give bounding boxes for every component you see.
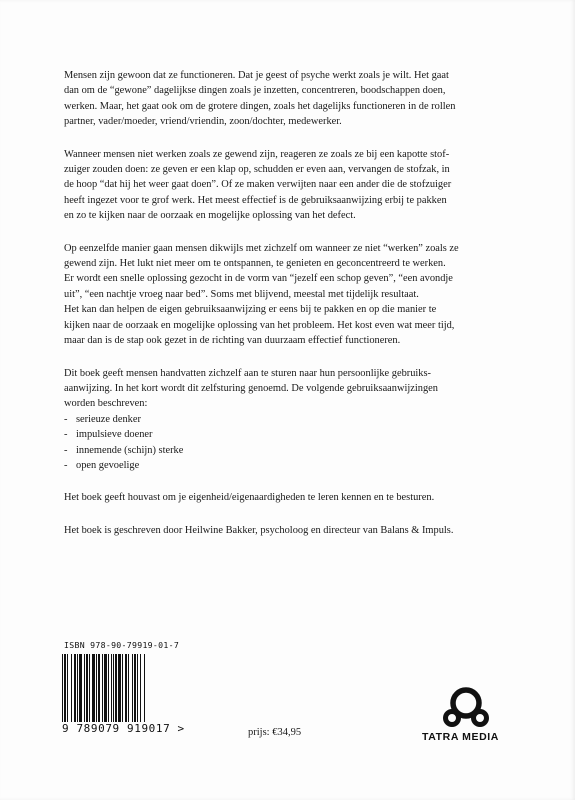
barcode-bar	[89, 654, 90, 722]
tatra-media-logo-icon	[436, 676, 496, 736]
paragraph-6	[64, 523, 511, 538]
barcode-bar	[137, 654, 138, 722]
barcode-bar	[79, 654, 82, 722]
barcode-bar	[77, 654, 78, 722]
publisher-name: TATRA MEDIA	[422, 731, 499, 743]
list-item-label: serieuze denker	[76, 413, 141, 425]
barcode-bars	[62, 654, 184, 722]
barcode-bar	[113, 654, 114, 722]
barcode-bar	[122, 654, 123, 722]
list-item-label: open gevoelige	[76, 459, 140, 471]
paragraph-3	[64, 241, 511, 349]
barcode-bar	[140, 654, 141, 722]
text-line: maar dan is de stap ook gezet in de richting van duurzaam effectief functioneren.	[64, 335, 401, 347]
list-item-label: innemende (schijn) sterke	[76, 444, 184, 456]
text-line: Het boek geeft houvast om je eigenheid/eigenaardigheden te leren kennen en te besturen.	[64, 492, 435, 504]
text-line: werken. Maar, het gaat ook om de grotere dingen, zoals het dagelijks functioneren in de rollen	[64, 100, 456, 112]
list-item-label: impulsieve doener	[76, 429, 153, 441]
barcode-bar	[108, 654, 109, 722]
barcode-bar	[115, 654, 117, 722]
barcode-bar	[104, 654, 107, 722]
text-line: de hoop “dat hij het weer gaat doen”. Of ze maken verwijten naar een ander die de stofzuiger	[64, 179, 452, 191]
text-line: worden beschreven:	[64, 398, 148, 410]
text-line: Op eenzelfde manier gaan mensen dikwijls met zichzelf om wanneer ze niet “werken” zoals ze	[64, 242, 459, 254]
isbn-label: ISBN 978-90-79919-01-7	[64, 640, 180, 650]
text-line: uit”, “een nachtje vroeg naar bed”. Soms met blijvend, meestal met tijdelijk resultaat.	[64, 288, 419, 300]
barcode-bar	[71, 654, 72, 722]
list-item: - impulsieve doener	[64, 429, 153, 441]
barcode-bar	[132, 654, 133, 722]
text-line: heeft ingezet voor te grof werk. Het meest effectief is de gebruiksaanwijzing erbij te pakken	[64, 194, 447, 206]
barcode-bar	[134, 654, 136, 722]
paragraph-1	[64, 68, 511, 130]
paragraph-2	[64, 147, 511, 224]
list-item: - open gevoelige	[64, 459, 140, 471]
price-label: prijs: €34,95	[248, 727, 302, 738]
barcode-bar	[64, 654, 66, 722]
barcode-bar	[92, 654, 95, 722]
list-item: - serieuze denker	[64, 413, 141, 425]
barcode-bar	[144, 654, 145, 722]
blurb-text	[64, 68, 511, 555]
text-line: Er wordt een snelle oplossing gezocht in de vorm van “jezelf een schop geven”, “een avondje	[64, 273, 453, 285]
text-line: Het boek is geschreven door Heilwine Bakker, psycholoog en directeur van Balans & Impuls.	[64, 524, 454, 536]
barcode-bar	[128, 654, 129, 722]
text-line: Het kan dan helpen de eigen gebruiksaanwijzing er eens bij te pakken en op die manier te	[64, 304, 437, 316]
text-line: dan om de “gewone” dagelijkse dingen zoals je inzetten, concentreren, boodschappen doen,	[64, 85, 446, 97]
barcode-bar	[67, 654, 68, 722]
text-line: en zo te kijken naar de oorzaak en mogelijke oplossing van het defect.	[64, 210, 356, 222]
text-line: kijken naar de oorzaak en mogelijke oplossing van het probleem. Het kost even wat meer tijd,	[64, 319, 455, 331]
barcode-bar	[102, 654, 103, 722]
text-line: Wanneer mensen niet werken zoals ze gewend zijn, reageren ze zoals ze bij een kapotte stof-	[64, 148, 450, 160]
isbn-barcode	[62, 640, 184, 740]
text-line: aanwijzing. In het kort wordt dit zelfsturing genoemd. De volgende gebruiksaanwijzingen	[64, 382, 438, 394]
manual-types-list	[64, 412, 511, 474]
text-line: gewend zijn. Het lukt niet meer om te ontspannen, te genieten en geconcentreerd te werken.	[64, 258, 446, 270]
barcode-bar	[84, 654, 85, 722]
barcode-bar	[62, 654, 63, 722]
barcode-digits: 9 789079 919017 >	[62, 722, 185, 735]
barcode-bar	[98, 654, 100, 722]
text-line: Dit boek geeft mensen handvatten zichzelf aan te sturen naar hun persoonlijke gebruiks-	[64, 367, 432, 379]
barcode-bar	[96, 654, 97, 722]
list-item: - innemende (schijn) sterke	[64, 444, 184, 456]
barcode-bar	[111, 654, 112, 722]
paragraph-5	[64, 490, 511, 505]
barcode-bar	[125, 654, 127, 722]
barcode-bar	[118, 654, 121, 722]
text-line: partner, vader/moeder, vriend/vriendin, zoon/dochter, medewerker.	[64, 116, 342, 128]
paragraph-4	[64, 366, 511, 474]
barcode-bar	[74, 654, 76, 722]
text-line: Mensen zijn gewoon dat ze functioneren. Dat je geest of psyche werkt zoals je wilt. Het gaat	[64, 70, 449, 81]
text-line: zuiger zouden doen: ze geven er een klap op, schudden er even aan, vervangen de stofzak, in	[64, 164, 450, 176]
barcode-bar	[86, 654, 88, 722]
